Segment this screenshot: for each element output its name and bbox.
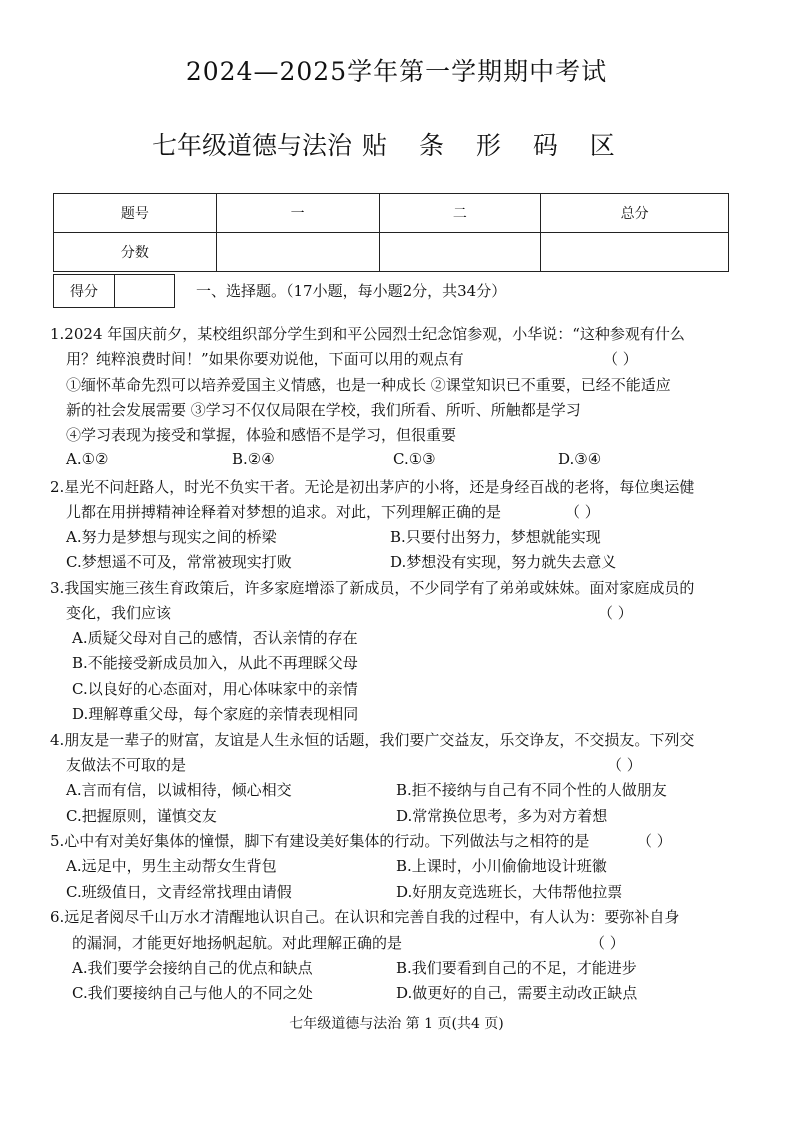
option-a: A.①② <box>66 450 109 468</box>
option-d: D.做更好的自己，需要主动改正缺点 <box>396 984 638 1002</box>
question-line: 1.2024 年国庆前夕，某校组织部分学生到和平公园烈士纪念馆参观，小华说：“这种参观有什么 <box>50 325 685 343</box>
option-d: D.好朋友竞选班长，大伟帮他拉票 <box>396 883 623 901</box>
option-d: D.常常换位思考，多为对方着想 <box>396 807 608 825</box>
question-line: 的漏洞，才能更好地扬帆起航。对此理解正确的是 <box>72 934 403 952</box>
question-line: ①缅怀革命先烈可以培养爱国主义情感，也是一种成长 ②课堂知识已不重要，已经不能适应 <box>66 376 671 394</box>
answer-paren: （ ） <box>607 756 642 774</box>
question-line: ④学习表现为接受和掌握，体验和感悟不是学习，但很重要 <box>66 426 457 444</box>
table-cell: 一 <box>216 194 379 233</box>
option-a: A.我们要学会接纳自己的优点和缺点 <box>72 959 313 977</box>
option-d: D.③④ <box>558 450 602 468</box>
option-b: B.不能接受新成员加入，从此不再理睬父母 <box>72 654 358 672</box>
question-line: 2.星光不问赶路人，时光不负实干者。无论是初出茅庐的小将，还是身经百战的老将，每位奥运健 <box>50 478 695 496</box>
question-line: 儿都在用拼搏精神诠释着对梦想的追求。对此，下列理解正确的是 <box>66 503 502 521</box>
section-title: 一、选择题。（17小题，每小题2分，共34分） <box>196 282 507 300</box>
option-d: D.梦想没有实现，努力就失去意义 <box>390 553 617 571</box>
question-line: 友做法不可取的是 <box>66 756 187 774</box>
option-a: A.言而有信，以诚相待，倾心相交 <box>66 781 292 799</box>
answer-paren: （ ） <box>637 832 672 850</box>
barcode-area-label: 贴 条 形 码 区 <box>362 131 627 160</box>
table-cell <box>379 233 541 272</box>
question-line: 3.我国实施三孩生育政策后，许多家庭增添了新成员，不少同学有了弟弟或妹妹。面对家庭成员的 <box>50 579 695 597</box>
table-cell: 题号 <box>54 194 217 233</box>
option-c: C.我们要接纳自己与他人的不同之处 <box>72 984 313 1002</box>
option-c: C.把握原则，谨慎交友 <box>66 807 217 825</box>
option-b: B.拒不接纳与自己有不同个性的人做朋友 <box>396 781 667 799</box>
score-table <box>53 193 729 272</box>
option-d: D.理解尊重父母，每个家庭的亲情表现相同 <box>72 705 359 723</box>
option-b: B.只要付出努力，梦想就能实现 <box>390 528 601 546</box>
question-line: 用？纯粹浪费时间！”如果你要劝说他，下面可以用的观点有 <box>66 350 464 368</box>
exam-title: 2024—2025学年第一学期期中考试 <box>185 57 608 86</box>
option-b: B.②④ <box>232 450 275 468</box>
answer-paren: （ ） <box>565 503 600 521</box>
score-box-blank <box>115 275 174 307</box>
option-c: C.以良好的心态面对，用心体味家中的亲情 <box>72 680 358 698</box>
table-cell: 二 <box>379 194 541 233</box>
question-line: 变化，我们应该 <box>66 604 172 622</box>
table-cell: 分数 <box>54 233 217 272</box>
table-row <box>54 194 729 233</box>
question-line: 新的社会发展需要 ③学习不仅仅局限在学校，我们所看、所听、所触都是学习 <box>66 401 581 419</box>
answer-paren: （ ） <box>590 934 625 952</box>
question-line: 5.心中有对美好集体的憧憬，脚下有建设美好集体的行动。下列做法与之相符的是 <box>50 832 590 850</box>
option-c: C.梦想遥不可及，常常被现实打败 <box>66 553 292 571</box>
answer-paren: （ ） <box>603 350 638 368</box>
table-row <box>54 233 729 272</box>
score-box-label: 得分 <box>54 275 115 307</box>
option-a: A.远足中，男生主动帮女生背包 <box>66 857 277 875</box>
score-box <box>53 274 175 308</box>
option-b: B.我们要看到自己的不足，才能进步 <box>396 959 637 977</box>
question-line: 4.朋友是一辈子的财富，友谊是人生永恒的话题，我们要广交益友，乐交诤友，不交损友。下列交 <box>50 731 695 749</box>
subject-title: 七年级道德与法治 <box>152 131 353 160</box>
table-cell <box>541 233 729 272</box>
option-c: C.①③ <box>393 450 436 468</box>
exam-subtitle <box>152 126 627 162</box>
table-cell <box>216 233 379 272</box>
option-c: C.班级值日，文青经常找理由请假 <box>66 883 292 901</box>
option-b: B.上课时，小川偷偷地设计班徽 <box>396 857 607 875</box>
answer-paren: （ ） <box>598 604 633 622</box>
option-a: A.质疑父母对自己的感情，否认亲情的存在 <box>72 629 358 647</box>
table-cell: 总分 <box>541 194 729 233</box>
page-footer: 七年级道德与法治 第 1 页(共4 页) <box>289 1016 504 1032</box>
option-a: A.努力是梦想与现实之间的桥梁 <box>66 528 277 546</box>
question-line: 6.远足者阅尽千山万水才清醒地认识自己。在认识和完善自我的过程中，有人认为：要弥补自身 <box>50 908 680 926</box>
